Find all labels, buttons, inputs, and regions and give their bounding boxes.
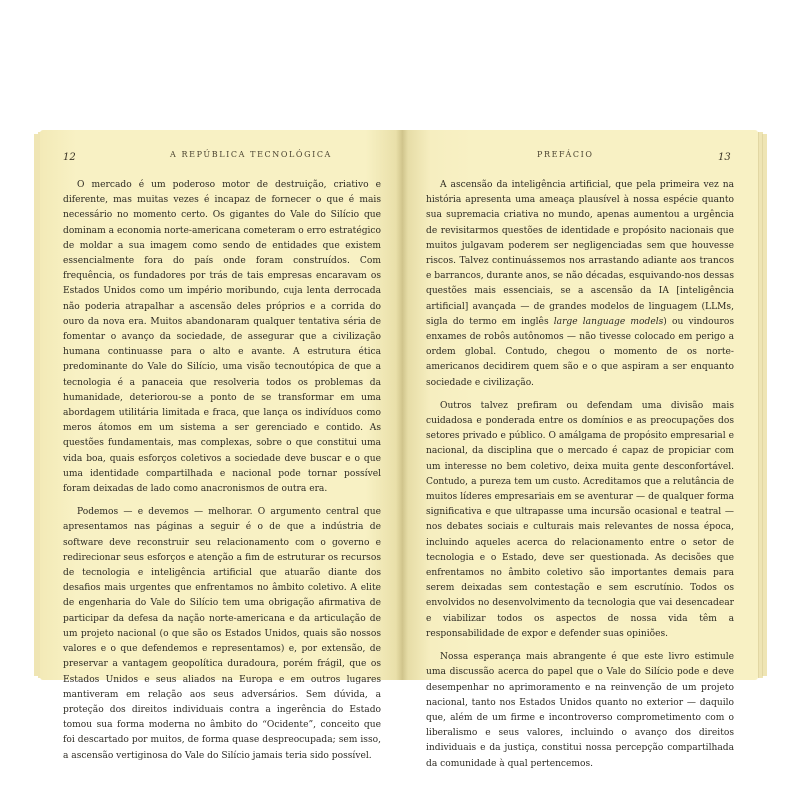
paragraph: Podemos — e devemos — melhorar. O argumento central que apresentamos nas páginas a seguir é o de que a indústria de software deve reconstruir seu relacionamento com o governo e redirecionar seus esforços e atenção a fim de estruturar os recursos de tecnologia e inteligência artificial que atuarão diante dos desafios mais urgentes que enfrentamos no âmbito coletivo. A elite de engenharia do Vale do Silício tem uma obrigação afirmativa de participar da defesa da nação norte-americana e da articulação de um projeto nacional (o que são os Estados Unidos, quais são nossos valores e o que defendemos e representamos) e, por extensão, de preservar a vantagem geopolítica duradoura, porém frágil, que os Estados Unidos e seus aliados na Europa e em outros lugares mantiveram em relação aos seus adversários. Sem dúvida, a proteção dos direitos individuais contra a ingerência do Estado tomou sua forma moderna no âmbito do “Ocidente”, conceito que foi descartado por muitos, de forma quase despreocupada; sem isso, a ascensão vertiginosa do Vale do Silício jamais teria sido possível. <box>63 507 381 761</box>
book-gutter <box>396 130 408 680</box>
right-running-head: PREFÁCIO <box>537 150 594 159</box>
paragraph <box>426 178 734 391</box>
page-edge <box>762 134 767 676</box>
paragraph: O mercado é um poderoso motor de destruição, criativo e diferente, mas muitas vezes é incapaz de fornecer o que é mais necessário no momento certo. Os gigantes do Vale do Silício que dominam a economia norte-americana cometeram o erro estratégico de moldar a sua imagem como sendo de entidades que existem essencialmente fora do país onde foram construídos. Com frequência, os fundadores por trás de tais empresas encaravam os Estados Unidos como um império moribundo, cuja lenta derrocada não poderia atrapalhar a ascensão deles próprios e a corrida do ouro da nova era. Muitos abandonaram qualquer tentativa séria de fomentar o avanço da sociedade, de assegurar que a civilização humana continuasse para o alto e avante. A estrutura ética predominante do Vale do Silício, uma visão tecnoutópica de que a tecnologia é a panaceia que resolveria todos os problemas da humanidade, deteriorou-se a ponto de se transformar em uma abordagem utilitária limitada e fraca, que lança os indivíduos como meros átomos em um sistema a ser gerenciado e contido. As questões fundamentais, mas complexas, sobre o que constitui uma vida boa, quais esforços coletivos a sociedade deve buscar e o que uma identidade compartilhada e nacional pode tornar possível foram deixadas de lado como anacronismos de outra era. <box>63 180 381 495</box>
left-page-body <box>63 178 381 764</box>
paragraph-text: ) ou vindouros enxames de robôs autônomos — não tivesse colocado em perigo a ordem global. Contudo, chegou o momento de os norte-americanos decidirem quem são e o que aspiram a ser enquanto sociedade e civilização. <box>426 316 734 388</box>
left-running-head: A REPÚBLICA TECNOLÓGICA <box>170 150 332 159</box>
paragraph-text: A ascensão da inteligência artificial, que pela primeira vez na história apresenta uma ameaça plausível à nossa espécie quanto sua supremacia criativa no mundo, apenas aumentou a urgência de revisitarmos questões de identidade e propósito nacionais que muitos julgavam poderem ser negligenciadas sem que houvesse riscos. Talvez continuássemos nos arrastando adiante aos trancos e barrancos, durante anos, se não décadas, esquivando-nos dessas questões mais essenciais, se a ascensão da IA [inteligência artificial] avançada — de grandes modelos de linguagem (LLMs, sigla do termo em inglês <box>426 180 734 327</box>
paragraph: Outros talvez prefiram ou defendam uma divisão mais cuidadosa e ponderada entre os domínios e as preocupações dos setores privado e público. O amálgama de propósito empresarial e nacional, da disciplina que o mercado é capaz de propiciar com um interesse no bem coletivo, deixa muita gente desconfortável. Contudo, a pureza tem um custo. Acreditamos que a relutância de muitos líderes empresariais em se aventurar — de qualquer forma significativa e que ultrapasse uma incursão ocasional e teatral — nos debates sociais e culturais mais relevantes de nossa época, incluindo aqueles acerca do relacionamento entre o setor de tecnologia e o Estado, deve ser questionada. As decisões que enfrentamos no âmbito coletivo são importantes demais para serem deixadas sem contestação e sem escrutínio. Todos os envolvidos no desenvolvimento da tecnologia que vai desencadear e viabilizar todos os aspectos de nossa vida têm a responsabilidade de expor e defender suas opiniões. <box>426 400 734 639</box>
italic-term: large language models <box>553 316 664 327</box>
paragraph: Nossa esperança mais abrangente é que este livro estimule uma discussão acerca do papel que o Vale do Silício pode e deve desempenhar no aprimoramento e na reinvenção de um projeto nacional, tanto nos Estados Unidos quanto no exterior — daquilo que, além de um firme e incontroverso comprometimento com o liberalismo e seus valores, incluindo o avanço dos direitos individuais e da justiça, constitui nossa percepção compartilhada da comunidade à qual pertencemos. <box>426 652 734 769</box>
right-page-number: 13 <box>718 152 731 163</box>
right-page-body <box>426 178 734 772</box>
left-page-number: 12 <box>63 152 76 163</box>
